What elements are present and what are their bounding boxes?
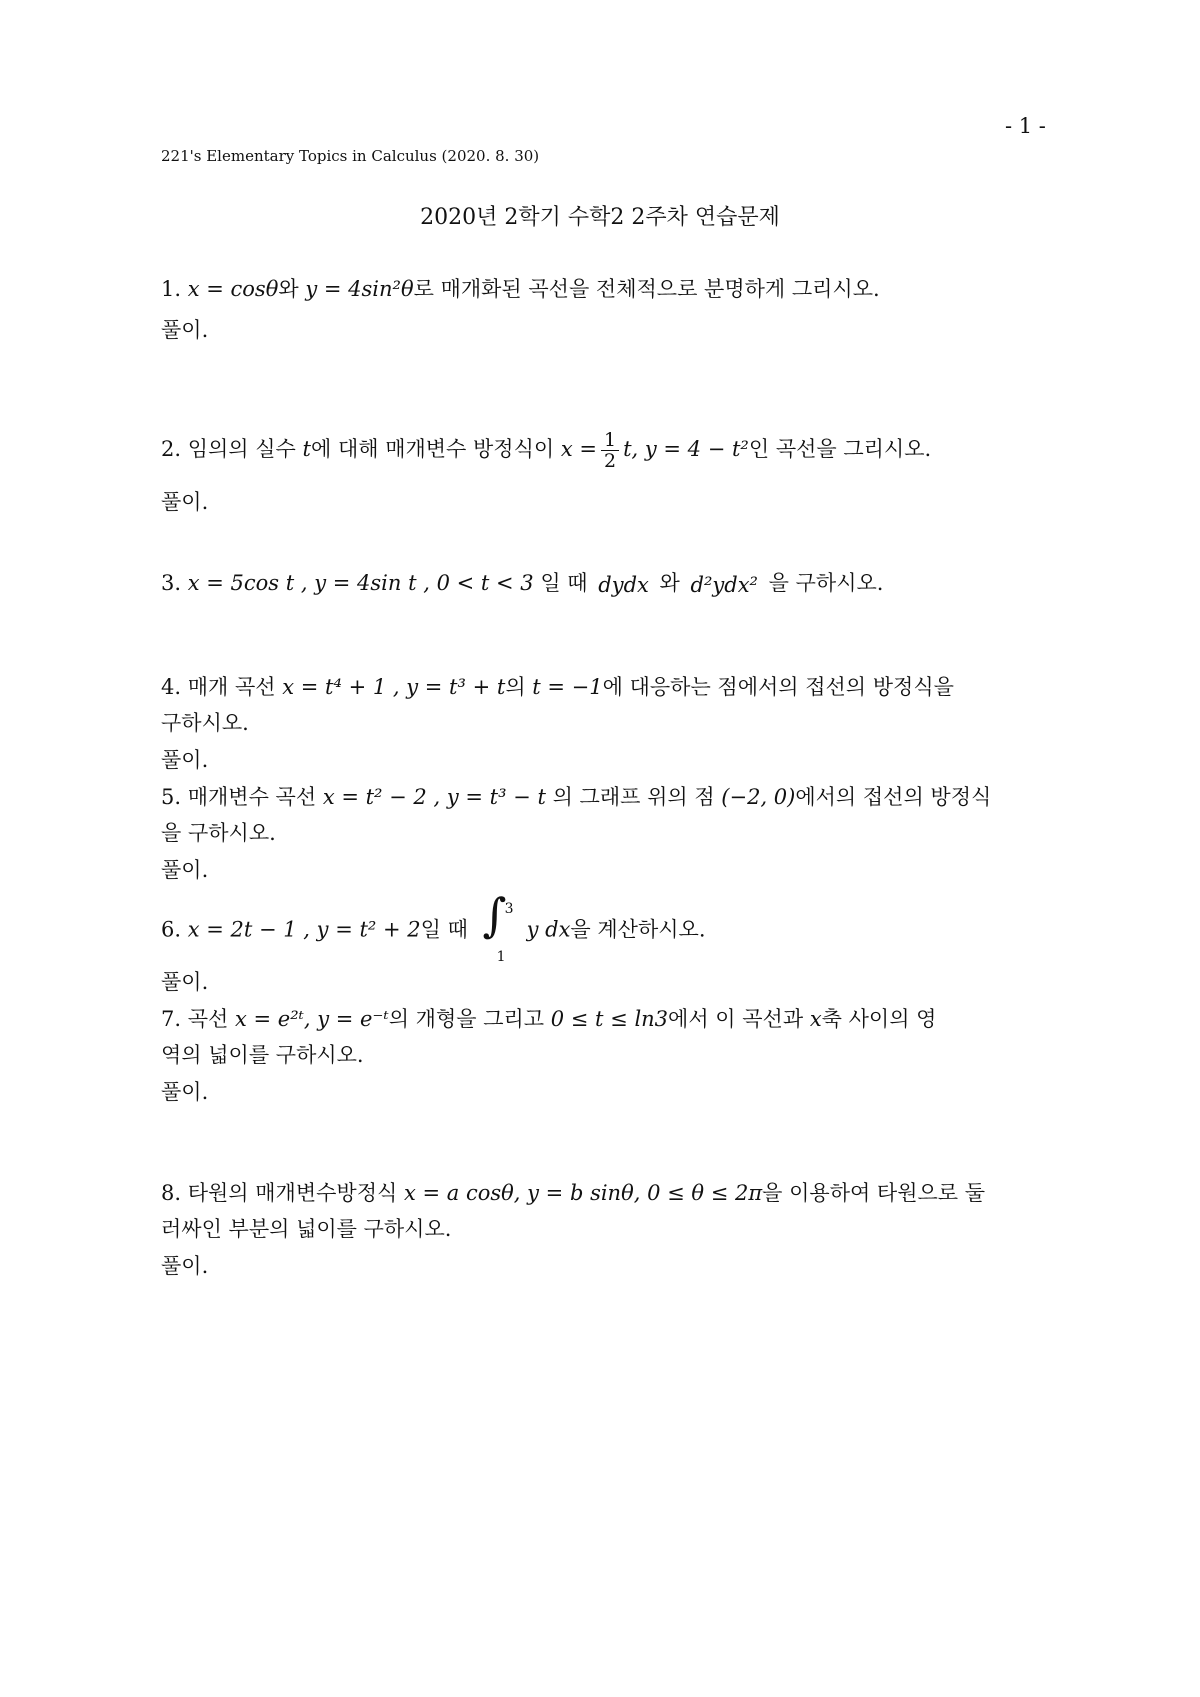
math-expression: t = −1 bbox=[532, 675, 603, 699]
problem-6 bbox=[161, 888, 706, 965]
problem-text: 에 대응하는 점에서의 접선의 방정식을 bbox=[602, 675, 954, 699]
math-expression: x = t⁴ + 1 , bbox=[282, 675, 400, 699]
second-derivative-fraction bbox=[691, 570, 758, 600]
problem-7-continued: 역의 넓이를 구하시오. bbox=[161, 1043, 364, 1067]
math-expression: y = 4sin²θ bbox=[305, 277, 414, 301]
problem-text: 축 사이의 영 bbox=[821, 1007, 937, 1031]
math-expression: y = 4sin t , bbox=[314, 571, 430, 595]
fraction-denominator: 2 bbox=[603, 450, 617, 472]
derivative-fraction bbox=[598, 570, 649, 600]
problem-text: 에 대해 매개변수 방정식이 bbox=[310, 437, 555, 461]
problem-text: 타원의 매개변수방정식 bbox=[187, 1181, 398, 1205]
math-expression: y = t³ + t bbox=[406, 675, 506, 699]
math-expression: x = 5cos t , bbox=[187, 571, 308, 595]
solution-label: 풀이. bbox=[161, 970, 209, 994]
problem-text: 을 계산하시오. bbox=[570, 917, 706, 942]
math-expression: t, bbox=[623, 437, 639, 461]
math-expression: y dx bbox=[526, 917, 571, 942]
problem-text: 곡선 bbox=[187, 1007, 229, 1031]
solution-label: 풀이. bbox=[161, 1254, 209, 1278]
problem-number: 2. bbox=[161, 437, 182, 461]
integral-upper-bound: 3 bbox=[504, 901, 514, 917]
problem-2 bbox=[161, 430, 931, 471]
math-expression: t bbox=[302, 437, 311, 461]
fraction-numerator: d²y bbox=[690, 572, 725, 597]
problem-number: 1. bbox=[161, 277, 182, 301]
math-expression: x = t² − 2 , bbox=[322, 785, 441, 809]
integral-lower-bound: 1 bbox=[496, 949, 506, 965]
problem-text: 의 그래프 위의 점 bbox=[552, 785, 715, 809]
problem-number: 7. bbox=[161, 1007, 182, 1031]
problem-text: 의 bbox=[505, 675, 526, 699]
fraction-denominator: dx bbox=[623, 572, 649, 597]
problem-5 bbox=[161, 782, 991, 812]
course-header: 221's Elementary Topics in Calculus (2020. 8. 30) bbox=[161, 147, 540, 165]
math-expression: y = t² + 2 bbox=[316, 917, 421, 942]
problem-1 bbox=[161, 274, 880, 304]
problem-text: 에서 이 곡선과 bbox=[668, 1007, 804, 1031]
math-expression: 0 < t < 3 bbox=[436, 571, 534, 595]
problem-4-continued: 구하시오. bbox=[161, 711, 249, 735]
solution-label: 풀이. bbox=[161, 858, 209, 882]
problem-7 bbox=[161, 1004, 936, 1034]
problem-number: 5. bbox=[161, 785, 182, 809]
math-expression: x = e²ᵗ, bbox=[235, 1007, 311, 1031]
solution-label: 풀이. bbox=[161, 748, 209, 772]
fraction bbox=[601, 430, 619, 471]
problem-number: 6. bbox=[161, 917, 182, 942]
problem-text: 매개변수 곡선 bbox=[187, 785, 317, 809]
math-expression: 0 ≤ θ ≤ 2π bbox=[647, 1181, 763, 1205]
problem-4 bbox=[161, 672, 954, 702]
problem-8-continued: 러싸인 부분의 넓이를 구하시오. bbox=[161, 1217, 452, 1241]
problem-text: 인 곡선을 그리시오. bbox=[748, 437, 932, 461]
problem-text: 임의의 실수 bbox=[187, 437, 296, 461]
page-number: - 1 - bbox=[1005, 114, 1046, 138]
math-expression: x = cosθ bbox=[187, 277, 279, 301]
problem-text: 을 구하시오. bbox=[768, 571, 884, 595]
problem-text: 로 매개화된 곡선을 전체적으로 분명하게 그리시오. bbox=[413, 277, 880, 301]
solution-label: 풀이. bbox=[161, 490, 209, 514]
fraction-numerator: dy bbox=[598, 572, 624, 597]
math-expression: x bbox=[809, 1007, 822, 1031]
problem-number: 4. bbox=[161, 675, 182, 699]
problem-text: 의 개형을 그리고 bbox=[388, 1007, 545, 1031]
math-expression: (−2, 0) bbox=[721, 785, 796, 809]
math-expression: y = t³ − t bbox=[446, 785, 546, 809]
math-expression: x = a cosθ, bbox=[403, 1181, 521, 1205]
problem-text: 매개 곡선 bbox=[187, 675, 276, 699]
integral-symbol: ∫ 3 1 bbox=[481, 906, 521, 956]
problem-number: 3. bbox=[161, 571, 182, 595]
solution-label: 풀이. bbox=[161, 1080, 209, 1104]
problem-text: 일 때 bbox=[420, 917, 468, 942]
fraction-numerator: 1 bbox=[601, 430, 619, 451]
fraction-denominator: dx² bbox=[724, 572, 758, 597]
problem-text: 와 bbox=[278, 277, 299, 301]
math-expression: y = 4 − t² bbox=[644, 437, 749, 461]
problem-text: 에서의 접선의 방정식 bbox=[795, 785, 992, 809]
math-expression: 0 ≤ t ≤ ln3 bbox=[550, 1007, 669, 1031]
math-expression: x = bbox=[560, 437, 597, 461]
problem-3 bbox=[161, 568, 883, 600]
problem-number: 8. bbox=[161, 1181, 182, 1205]
math-expression: y = b sinθ, bbox=[527, 1181, 641, 1205]
problem-text: 을 이용하여 타원으로 둘 bbox=[762, 1181, 986, 1205]
page-title: 2020년 2학기 수학2 2주차 연습문제 bbox=[420, 205, 780, 230]
solution-label: 풀이. bbox=[161, 318, 209, 342]
math-expression: y = e⁻ᵗ bbox=[317, 1007, 389, 1031]
problem-8 bbox=[161, 1178, 985, 1208]
problem-text: 일 때 bbox=[540, 571, 588, 595]
problem-text: 와 bbox=[659, 571, 680, 595]
problem-5-continued: 을 구하시오. bbox=[161, 821, 276, 845]
math-expression: x = 2t − 1 , bbox=[187, 917, 310, 942]
